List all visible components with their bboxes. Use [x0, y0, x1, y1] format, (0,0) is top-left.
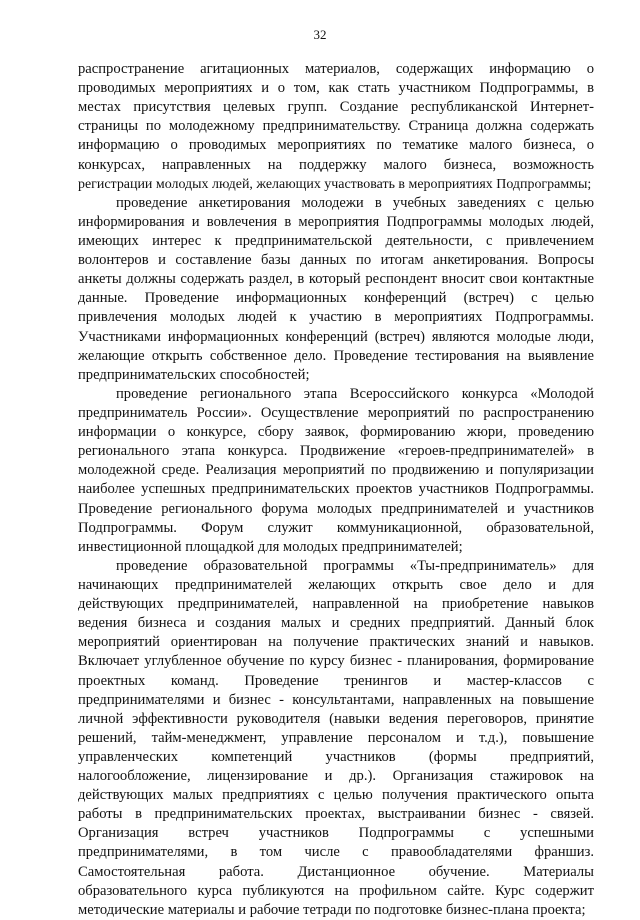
text-line: образовательного курса публикуются на профильном сайте. Курс содержит: [78, 882, 594, 899]
body-text: [78, 60, 594, 920]
text-line: проведение регионального этапа Всероссийского конкурса «Молодой: [116, 385, 594, 402]
text-line: методические материалы и рабочие тетради по подготовке бизнес-плана проекта;: [78, 901, 586, 918]
text-line: Самостоятельная работа. Дистанционное обучение. Материалы: [78, 863, 594, 880]
text-line: волонтеров и составление базы данных по итогам анкетирования. Вопросы: [78, 252, 594, 269]
text-line: предприниматель России». Осуществление мероприятий по распространению: [78, 404, 594, 421]
text-line: действующих предпринимателей, направленной на приобретение навыков: [78, 596, 594, 613]
text-line: предпринимательских способностей;: [78, 366, 310, 383]
text-line: информации о конкурсе, сбору заявок, формированию жюри, проведению: [78, 424, 594, 441]
text-line: привлечения молодых людей к участию в мероприятиях Подпрограммы.: [78, 309, 594, 326]
text-line: инвестиционной площадкой для молодых предпринимателей;: [78, 538, 463, 555]
text-line: наиболее успешных предпринимательских проектов участников Подпрограммы.: [78, 481, 594, 498]
text-line: налогообложение, лицензирование и др.). Организация стажировок на: [78, 768, 594, 785]
paragraph: [78, 557, 594, 920]
text-line: ведения бизнеса и создания малых и средних предприятий. Данный блок: [78, 615, 594, 632]
text-line: конкурсах, направленных на поддержку малого бизнеса, возможность: [78, 156, 594, 173]
text-line: предпринимателями, в том числе с правообладателями франшиз.: [78, 844, 594, 861]
paragraph: [78, 385, 594, 557]
text-line: работы в предпринимательских проектах, выстраивании бизнес - связей.: [78, 806, 594, 823]
text-line: молодежной среде. Реализация мероприятий по продвижению и популяризации: [78, 462, 594, 479]
text-line: предпринимателями и бизнес - консультантами, направленных на повышение: [78, 691, 594, 708]
text-line: регионального этапа конкурса. Продвижение «героев-предпринимателей» в: [78, 443, 594, 460]
text-line: Подпрограммы. Форум служит коммуникационной, образовательной,: [78, 519, 594, 536]
text-line: проведение анкетирования молодежи в учебных заведениях с целью: [116, 194, 594, 211]
text-line: желающие открыть собственное дело. Проведение тестирования на выявление: [78, 347, 594, 364]
text-line: действующих малых предприятиях с целью получения практического опыта: [78, 787, 594, 804]
text-line: информацию о проводимых мероприятиях по тематике малого бизнеса, о: [78, 137, 594, 154]
text-line: решений, тайм-менеджмент, управление персоналом и т.д.), повышение: [78, 729, 594, 746]
text-line: регистрации молодых людей, желающих участвовать в мероприятиях Подпрограммы;: [78, 176, 592, 192]
text-line: распространение агитационных материалов, содержащих информацию о: [78, 61, 594, 77]
text-line: данные. Проведение информационных конференций (встреч) с целью: [78, 290, 594, 307]
text-line: страницы по молодежному предпринимательству. Страница должна содержать: [78, 118, 594, 135]
text-line: проводимых мероприятиях и о том, как стать участником Подпрограммы, в: [78, 80, 594, 97]
text-line: управленческих компетенций участников (формы предприятий,: [78, 748, 594, 765]
text-line: личной эффективности руководителя (навыки ведения переговоров, принятие: [78, 710, 594, 727]
text-line: Включает углубленное обучение по курсу бизнес - планирования, формирование: [78, 653, 594, 670]
text-line: проектных команд. Проведение тренингов и мастер-классов с: [78, 672, 594, 689]
text-line: анкеты должны содержать раздел, в который респондент вносит свои контактные: [78, 271, 594, 288]
text-line: Проведение регионального форума молодых предпринимателей и участников: [78, 500, 594, 517]
text-line: информирования и вовлечения в мероприятия Подпрограммы молодых людей,: [78, 213, 594, 230]
paragraph: [78, 194, 594, 385]
text-line: начинающих предпринимателей желающих открыть свое дело и для: [78, 576, 594, 593]
text-line: Организация встреч участников Подпрограммы с успешными: [78, 825, 594, 842]
text-line: имеющих интерес к предпринимательской деятельности, с привлечением: [78, 232, 594, 249]
text-line: проведение образовательной программы «Ты-предприниматель» для: [116, 557, 594, 574]
text-line: мероприятий ориентирован на получение практических знаний и навыков.: [78, 634, 594, 651]
text-line: местах присутствия целевых групп. Создание республиканской Интернет-: [78, 99, 594, 116]
paragraph: [78, 60, 594, 194]
text-line: Участниками информационных конференций (встреч) являются молодые люди,: [78, 328, 594, 345]
page-number: 32: [313, 27, 327, 42]
